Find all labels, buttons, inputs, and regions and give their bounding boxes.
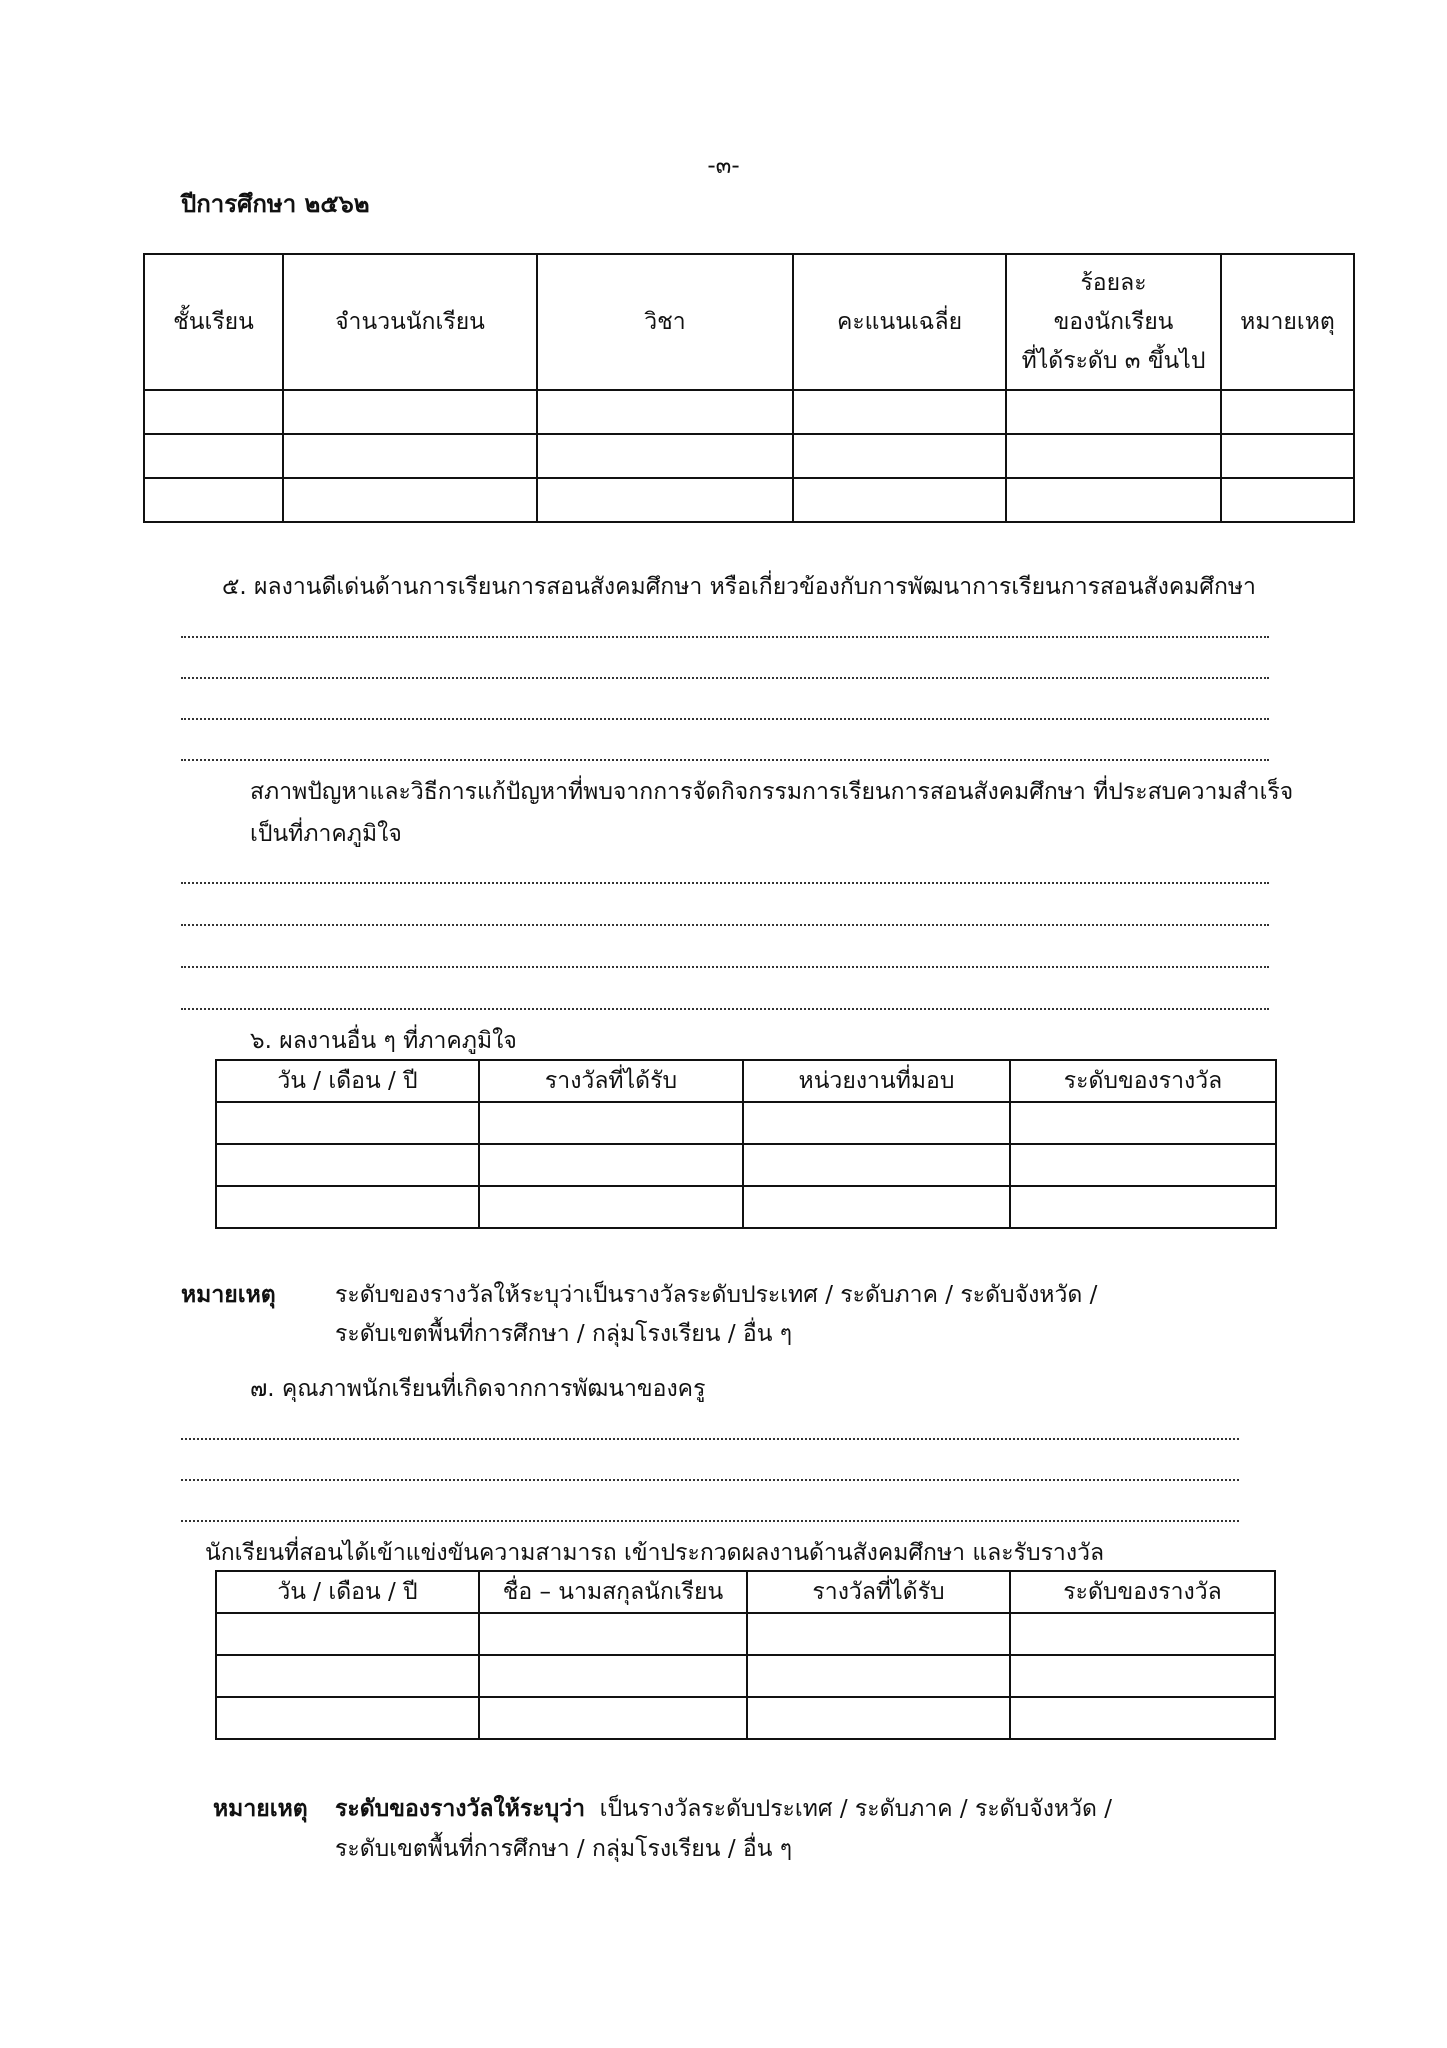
table-cell: [1010, 1655, 1275, 1697]
header-percent-line3: ที่ได้ระดับ ๓ ขึ้นไป: [1021, 347, 1206, 374]
table-row: [144, 434, 1354, 478]
header-student-name: ชื่อ – นามสกุลนักเรียน: [479, 1571, 747, 1613]
note1-label: หมายเหตุ: [181, 1282, 276, 1308]
header-award-level: ระดับของรางวัล: [1010, 1571, 1275, 1613]
table-cell: [479, 1613, 747, 1655]
table-cell: [743, 1144, 1010, 1186]
competition-table: [215, 1570, 1276, 1740]
table-cell: [1010, 1144, 1276, 1186]
table-cell: [747, 1613, 1010, 1655]
problem-text-line2: เป็นที่ภาคภูมิใจ: [250, 821, 402, 847]
table-row: [144, 478, 1354, 522]
table-cell: [479, 1144, 743, 1186]
header-percent-line2: ของนักเรียน: [1053, 308, 1174, 335]
table-cell: [1006, 390, 1221, 434]
year-heading: ปีการศึกษา ๒๕๖๒: [181, 190, 370, 218]
table-cell: [1010, 1697, 1275, 1739]
header-awarding-agency: หน่วยงานที่มอบ: [743, 1060, 1010, 1102]
table-cell: [1010, 1102, 1276, 1144]
note2-line2: ระดับเขตพื้นที่การศึกษา / กลุ่มโรงเรียน / อื่น ๆ: [335, 1836, 793, 1862]
note1-line1: ระดับของรางวัลให้ระบุว่าเป็นรางวัลระดับประเทศ / ระดับภาค / ระดับจังหวัด /: [335, 1282, 1098, 1308]
table-cell: [793, 390, 1006, 434]
table-cell: [283, 390, 537, 434]
header-date: วัน / เดือน / ปี: [216, 1571, 479, 1613]
table-cell: [216, 1186, 479, 1228]
note2-line1: [335, 1793, 1112, 1825]
dotted-line: [181, 924, 1269, 926]
table-row: [216, 1613, 1275, 1655]
table-row: [216, 1102, 1276, 1144]
header-class: ชั้นเรียน: [144, 254, 283, 390]
table-cell: [743, 1102, 1010, 1144]
table-cell: [144, 390, 283, 434]
note1-line2: ระดับเขตพื้นที่การศึกษา / กลุ่มโรงเรียน / อื่น ๆ: [335, 1321, 793, 1347]
table-cell: [216, 1613, 479, 1655]
table-cell: [479, 1697, 747, 1739]
table-row: [216, 1697, 1275, 1739]
header-remark: หมายเหตุ: [1221, 254, 1354, 390]
header-date: วัน / เดือน / ปี: [216, 1060, 479, 1102]
header-award-received: รางวัลที่ได้รับ: [479, 1060, 743, 1102]
table-cell: [1006, 434, 1221, 478]
table-cell: [537, 390, 793, 434]
table-cell: [283, 434, 537, 478]
header-student-count: จำนวนนักเรียน: [283, 254, 537, 390]
header-percent: [1006, 254, 1221, 390]
note2-label: หมายเหตุ: [213, 1796, 308, 1822]
dotted-line: [181, 966, 1269, 968]
awards-table: [215, 1059, 1277, 1229]
problem-text-line1: สภาพปัญหาและวิธีการแก้ปัญหาที่พบจากการจัดกิจกรรมการเรียนการสอนสังคมศึกษา ที่ประสบความสำเร็จ: [250, 779, 1294, 805]
table-cell: [1010, 1186, 1276, 1228]
table-cell: [283, 478, 537, 522]
note2-line1-rest: เป็นรางวัลระดับประเทศ / ระดับภาค / ระดับจังหวัด /: [585, 1796, 1113, 1822]
dotted-line: [181, 677, 1269, 679]
table-cell: [747, 1697, 1010, 1739]
table-cell: [793, 434, 1006, 478]
table-cell: [1010, 1613, 1275, 1655]
table-cell: [537, 434, 793, 478]
dotted-line: [181, 882, 1269, 884]
section5-title: ๕. ผลงานดีเด่นด้านการเรียนการสอนสังคมศึกษา หรือเกี่ยวข้องกับการพัฒนาการเรียนการสอนสังคมศึกษา: [222, 574, 1256, 600]
table-row: [216, 1186, 1276, 1228]
table-row: [216, 1144, 1276, 1186]
section6-title: ๖. ผลงานอื่น ๆ ที่ภาคภูมิใจ: [250, 1028, 517, 1054]
dotted-line: [181, 759, 1269, 761]
table-cell: [1221, 434, 1354, 478]
table-cell: [216, 1144, 479, 1186]
dotted-line: [181, 1008, 1269, 1010]
dotted-line: [181, 1520, 1239, 1522]
header-subject: วิชา: [537, 254, 793, 390]
table-cell: [216, 1697, 479, 1739]
dotted-line: [181, 1479, 1239, 1481]
table-cell: [479, 1102, 743, 1144]
header-average-score: คะแนนเฉลี่ย: [793, 254, 1006, 390]
table-cell: [743, 1186, 1010, 1228]
dotted-line: [181, 1438, 1239, 1440]
table-cell: [216, 1655, 479, 1697]
table-cell: [793, 478, 1006, 522]
header-percent-line1: ร้อยละ: [1080, 269, 1147, 296]
table-cell: [144, 434, 283, 478]
table-cell: [1221, 478, 1354, 522]
competition-title: นักเรียนที่สอนได้เข้าแข่งขันความสามารถ เข้าประกวดผลงานด้านสังคมศึกษา และรับรางวัล: [205, 1540, 1105, 1566]
table-cell: [747, 1655, 1010, 1697]
score-table: [143, 253, 1355, 523]
section7-title: ๗. คุณภาพนักเรียนที่เกิดจากการพัฒนาของครู: [250, 1376, 706, 1402]
table-cell: [479, 1655, 747, 1697]
table-cell: [144, 478, 283, 522]
table-cell: [1006, 478, 1221, 522]
note2-line1-bold: ระดับของรางวัลให้ระบุว่า: [335, 1796, 586, 1822]
table-row: [144, 390, 1354, 434]
dotted-line: [181, 718, 1269, 720]
dotted-line: [181, 636, 1269, 638]
table-row: [216, 1655, 1275, 1697]
header-award-received: รางวัลที่ได้รับ: [747, 1571, 1010, 1613]
header-award-level: ระดับของรางวัล: [1010, 1060, 1276, 1102]
table-cell: [537, 478, 793, 522]
table-cell: [1221, 390, 1354, 434]
table-cell: [479, 1186, 743, 1228]
page-number: -๓-: [707, 153, 740, 179]
table-cell: [216, 1102, 479, 1144]
